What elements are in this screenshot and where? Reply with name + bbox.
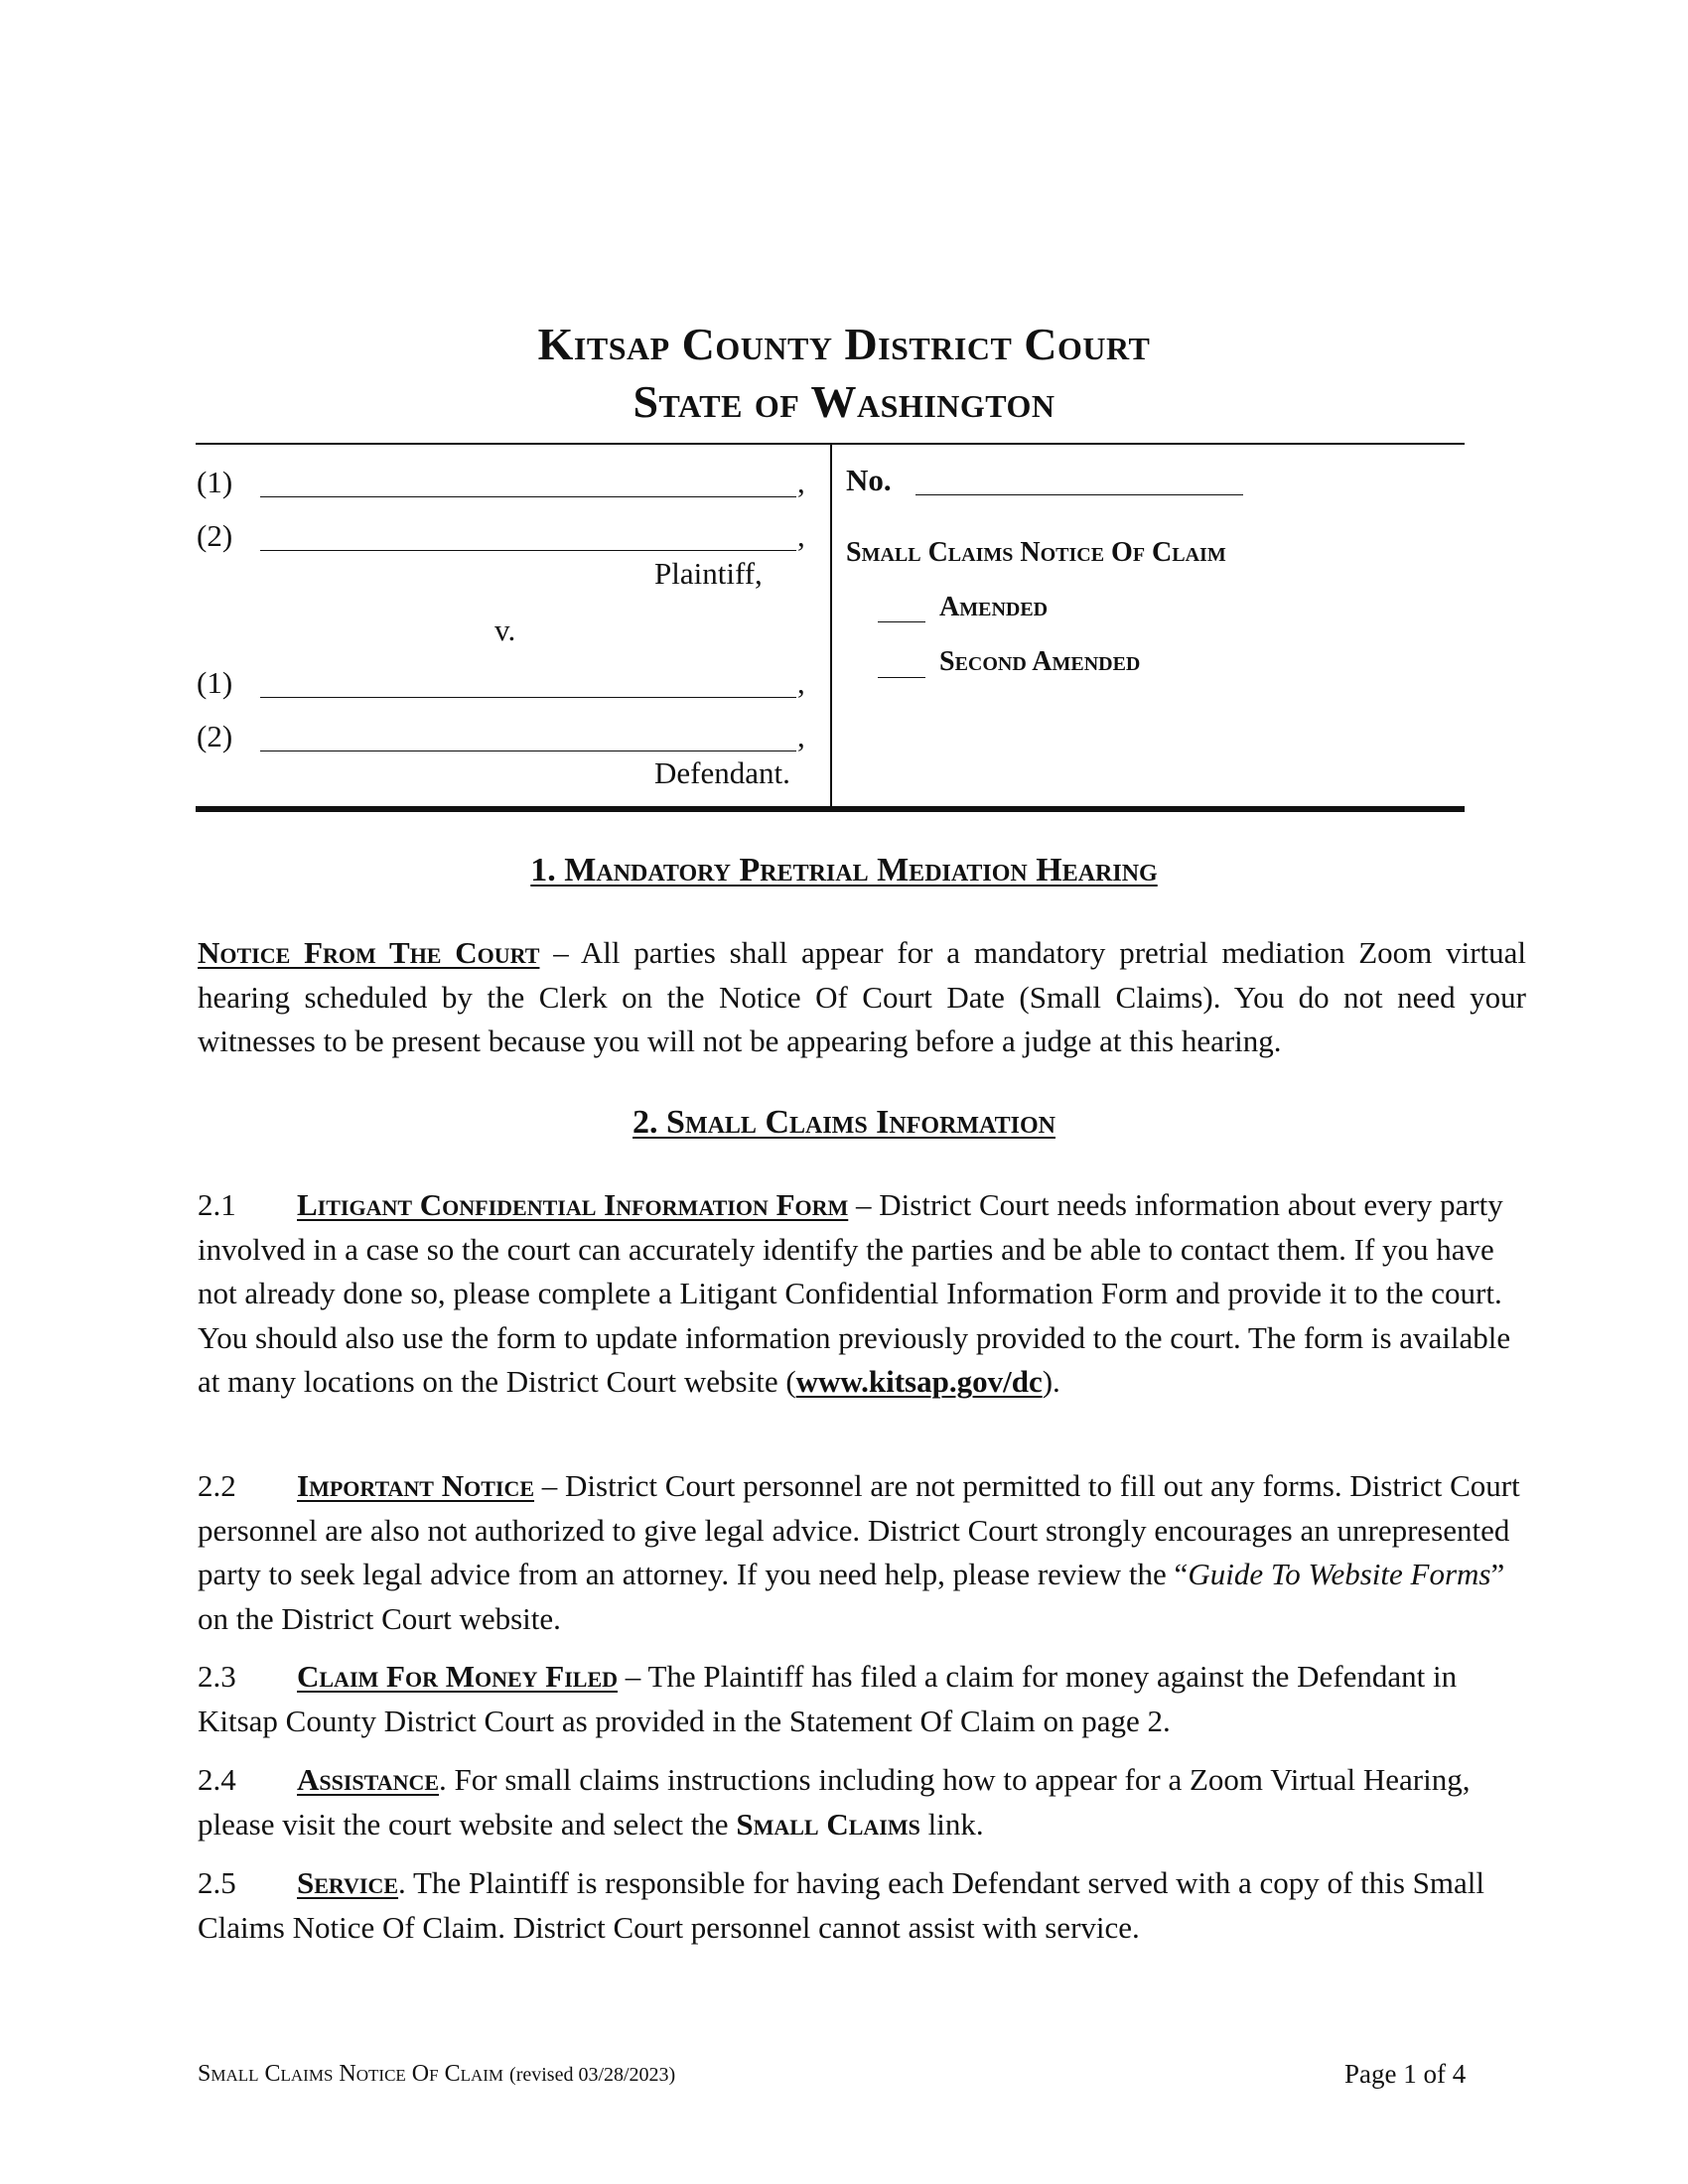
item-2-3-text: – The Plaintiff has filed a claim for money against the Defendant in Kitsap County District Court as provided in the Statement Of Claim on page 2. (198, 1659, 1458, 1738)
item-2-1-number: 2.1 (198, 1187, 236, 1222)
item-2-4-number: 2.4 (198, 1762, 236, 1797)
plaintiff-1-comma: , (797, 465, 805, 499)
plaintiff-1-field[interactable] (260, 496, 796, 497)
item-2-4-text: . For small claims instructions including how to appear for a Zoom Virtual Hearing, please visit the court website and select the (198, 1762, 1471, 1842)
amended-checkbox[interactable] (878, 621, 925, 622)
document-title: Small Claims Notice Of Claim (846, 537, 1226, 568)
court-name: Kitsap County District Court (537, 319, 1151, 369)
guide-title: Guide To Website Forms (1188, 1557, 1491, 1591)
plaintiff-1-number: (1) (197, 465, 233, 499)
item-2-2 (198, 1464, 1526, 1641)
item-2-1-text: – District Court needs information about every party involved in a case so the court can accurately identify the parties and be able to contact them. If you have not already done so, please complete a Litigant Confidential Information Form and provide it to the court. You should also use the form to update information previously provided to the court. The form is available at many locations on the District Court website ( (198, 1187, 1511, 1399)
item-2-4 (198, 1758, 1526, 1846)
notice-from-court-text: – All parties shall appear for a mandatory pretrial mediation Zoom virtual hearing scheduled by the Clerk on the Notice Of Court Date (Small Claims). You do not need your witnesses to be present because you will not be appearing before a judge at this hearing. (198, 935, 1527, 1058)
item-2-5-number: 2.5 (198, 1865, 236, 1900)
plaintiff-2-number: (2) (197, 518, 233, 553)
item-2-2-after: ” on the District Court website. (198, 1557, 1505, 1636)
footer-page-number: Page 1 of 4 (1344, 2059, 1467, 2089)
plaintiff-label: Plaintiff, (654, 556, 763, 591)
item-2-4-lead: Assistance (297, 1762, 440, 1797)
case-number-label: No. (846, 463, 892, 497)
caption-divider (830, 444, 832, 808)
footer-doc-info (198, 2059, 675, 2090)
item-2-5-lead: Service (297, 1865, 399, 1900)
defendant-2-number: (2) (197, 719, 233, 753)
item-2-5 (198, 1861, 1526, 1950)
website-link[interactable]: www.kitsap.gov/dc (795, 1364, 1043, 1399)
item-2-2-lead: Important Notice (297, 1468, 535, 1503)
footer-revised: (revised 03/28/2023) (509, 2064, 676, 2086)
second-amended-label: Second Amended (939, 646, 1141, 677)
item-2-1 (198, 1183, 1526, 1405)
defendant-label: Defendant. (654, 755, 790, 790)
defendant-1-comma: , (797, 665, 805, 700)
section-2-heading (0, 1104, 1688, 1142)
item-2-3-number: 2.3 (198, 1659, 236, 1694)
defendant-1-field[interactable] (260, 697, 796, 698)
plaintiff-2-comma: , (797, 518, 805, 553)
footer-doc-name: Small Claims Notice Of Claim (198, 2061, 504, 2087)
court-state: State of Washington (633, 376, 1055, 427)
case-number-field[interactable] (915, 494, 1243, 495)
item-2-5-text: . The Plaintiff is responsible for having each Defendant served with a copy of this Small Claims Notice Of Claim. District Court personnel cannot assist with service. (198, 1865, 1484, 1945)
amended-label: Amended (939, 592, 1049, 622)
section-1-paragraph (198, 931, 1526, 1064)
item-2-1-lead: Litigant Confidential Information Form (297, 1187, 849, 1222)
section-1-heading (0, 852, 1688, 889)
item-2-4-after: link. (919, 1806, 984, 1842)
plaintiff-2-field[interactable] (260, 550, 796, 551)
caption-bottom-rule (196, 806, 1465, 812)
item-2-2-text: – District Court personnel are not permitted to fill out any forms. District Court personnel are also not authorized to give legal advice. District Court strongly encourages an unrepresented party to seek legal advice from an attorney. If you need help, please review the “ (198, 1468, 1520, 1591)
defendant-2-comma: , (797, 719, 805, 753)
section-2-heading-text: 2. Small Claims Information (633, 1104, 1055, 1141)
small-claims-link-label: Small Claims (736, 1806, 920, 1842)
defendant-1-number: (1) (197, 665, 233, 700)
court-title (0, 316, 1688, 431)
second-amended-checkbox[interactable] (878, 677, 925, 678)
item-2-3 (198, 1655, 1526, 1743)
item-2-1-after: ). (1042, 1364, 1060, 1399)
section-1-heading-text: 1. Mandatory Pretrial Mediation Hearing (530, 852, 1158, 888)
item-2-2-number: 2.2 (198, 1468, 236, 1503)
notice-from-court-lead: Notice From The Court (198, 935, 540, 970)
versus-label: v. (494, 613, 516, 647)
item-2-3-lead: Claim For Money Filed (297, 1659, 619, 1694)
